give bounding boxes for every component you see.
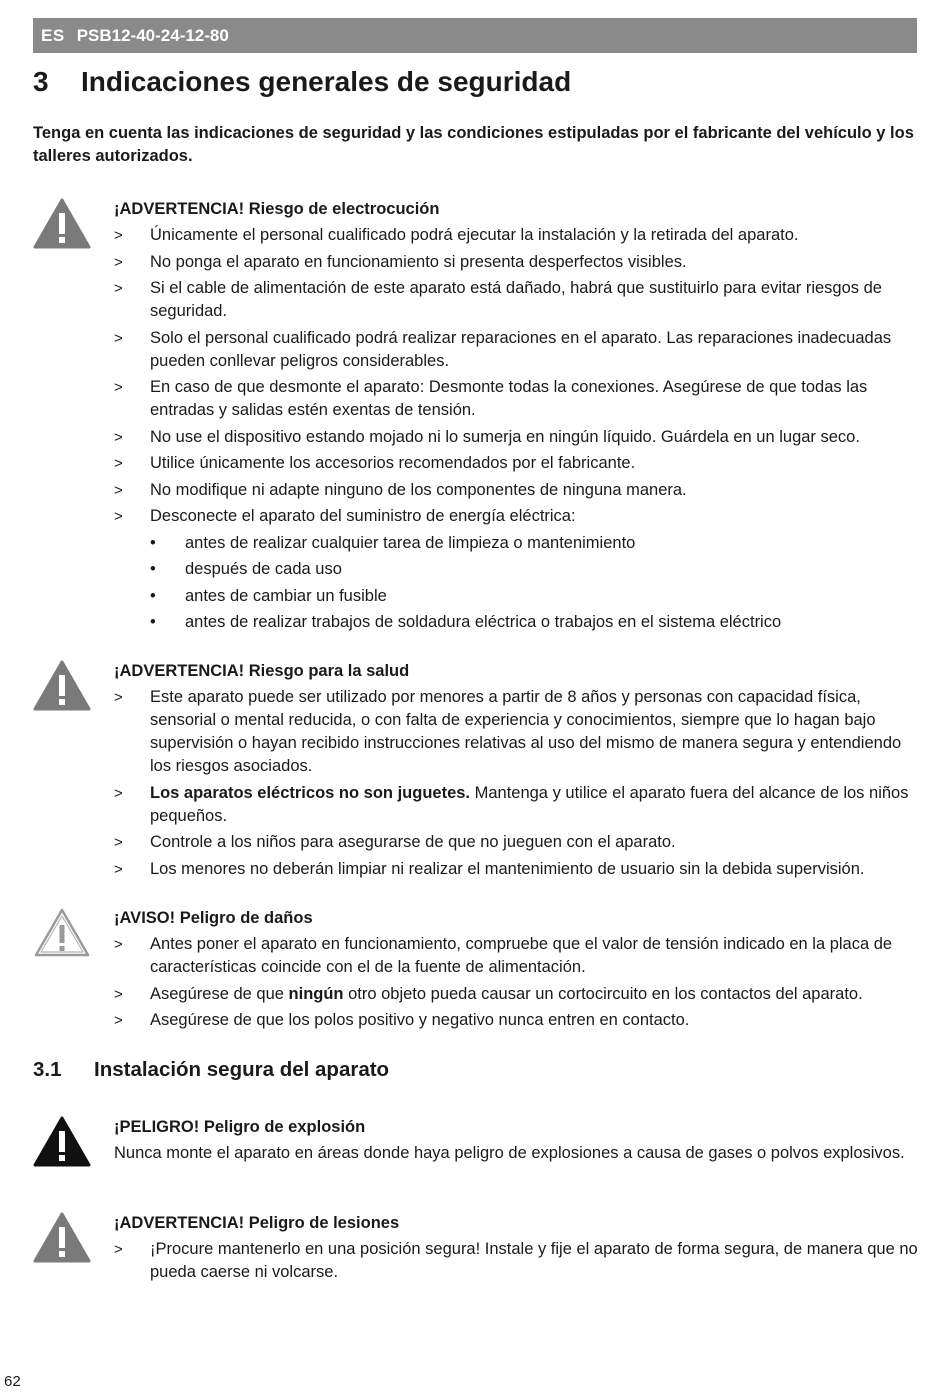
bullet-icon: •: [150, 560, 156, 578]
arrow-icon: >: [114, 481, 123, 499]
block-title: ¡ADVERTENCIA! Peligro de lesiones: [114, 1214, 400, 1232]
list-item: > Este aparato puede ser utilizado por menores a partir de 8 años y personas con capacidad física, sensorial o mental reducida, o con falta de experiencia y conocimientos, siempre que lo hagan bajo supervisión o hayan recibido instrucciones relativas al uso del mismo de manera segura y entendiendo los riesgos asociados.: [114, 688, 902, 775]
arrow-icon: >: [114, 253, 123, 271]
list-item: > Los aparatos eléctricos no son juguetes. Mantenga y utilice el aparato fuera del alcance de los niños pequeños.: [114, 783, 909, 825]
arrow-icon: >: [114, 280, 123, 297]
warning-triangle-black-icon: [33, 1116, 91, 1168]
arrow-icon: >: [114, 1012, 123, 1029]
list-item: > En caso de que desmonte el aparato: Desmonte todas la conexiones. Asegúrese de que todas las entradas y salidas estén exentas de tensión.: [114, 378, 868, 419]
arrow-icon: >: [114, 508, 123, 525]
list-item: > Los menores no deberán limpiar ni realizar el mantenimiento de usuario sin la debida supervisión.: [114, 858, 918, 881]
sub-list-item: • antes de realizar cualquier tarea de limpieza o mantenimiento: [114, 532, 918, 555]
block-title: ¡AVISO! Peligro de daños: [114, 909, 313, 927]
arrow-icon: >: [114, 689, 123, 706]
page-number: 62: [4, 1373, 21, 1390]
bullet-icon: •: [150, 533, 156, 552]
list-item: > Asegúrese de que los polos positivo y negativo nunca entren en contacto.: [114, 1009, 918, 1032]
arrow-icon: >: [114, 455, 123, 472]
list-item: > Solo el personal cualificado podrá realizar reparaciones en el aparato. Las reparaciones inadecuadas pueden conllevar peligros considerables.: [114, 328, 892, 370]
list-item: > Desconecte el aparato del suministro de energía eléctrica:: [114, 505, 918, 528]
list-item: > Únicamente el personal cualificado podrá ejecutar la instalación y la retirada del aparato.: [114, 224, 918, 247]
block-title: ¡ADVERTENCIA! Riesgo para la salud: [114, 662, 410, 680]
section-title: Instalación segura del aparato: [94, 1058, 390, 1081]
section-heading: [33, 1058, 389, 1082]
list-item: > Asegúrese de que ningún otro objeto pueda causar un cortocircuito en los contactos del aparato.: [114, 983, 918, 1006]
arrow-icon: >: [114, 936, 123, 953]
section-number: 3.1: [33, 1058, 62, 1081]
warning-triangle-icon: [33, 198, 91, 250]
chapter-heading: [33, 66, 571, 98]
warning-triangle-outline-icon: [33, 907, 91, 959]
list-item: > Antes poner el aparato en funcionamiento, compruebe que el valor de tensión indicado en la placa de características coincide con el de la fuente de alimentación.: [114, 935, 893, 976]
block-paragraph: Nunca monte el aparato en áreas donde haya peligro de explosiones a causa de gases o polvos explosivos.: [114, 1144, 905, 1162]
chapter-number: 3: [33, 66, 49, 97]
language-code: ES: [41, 25, 65, 45]
list-item: > No ponga el aparato en funcionamiento si presenta desperfectos visibles.: [114, 251, 918, 274]
block-title: ¡PELIGRO! Peligro de explosión: [114, 1118, 366, 1136]
arrow-icon: >: [114, 1241, 123, 1258]
warning-triangle-icon: [33, 660, 91, 712]
arrow-icon: >: [114, 784, 123, 802]
arrow-icon: >: [114, 860, 123, 878]
arrow-icon: >: [114, 329, 123, 347]
arrow-icon: >: [114, 985, 123, 1003]
block-title: ¡ADVERTENCIA! Riesgo de electrocución: [114, 200, 440, 218]
chapter-title: Indicaciones generales de seguridad: [81, 66, 572, 97]
bullet-icon: •: [150, 586, 156, 605]
list-item: > Controle a los niños para asegurarse de que no jueguen con el aparato.: [114, 831, 918, 854]
arrow-icon: >: [114, 428, 123, 446]
arrow-icon: >: [114, 834, 123, 851]
intro-paragraph: Tenga en cuenta las indicaciones de seguridad y las condiciones estipuladas por el fabricante del vehículo y los talleres autorizados.: [33, 124, 914, 165]
list-item: > Utilice únicamente los accesorios recomendados por el fabricante.: [114, 452, 918, 475]
list-item: > Si el cable de alimentación de este aparato está dañado, habrá que sustituirlo para evitar riesgos de seguridad.: [114, 279, 882, 320]
list-item: > No modifique ni adapte ninguno de los componentes de ninguna manera.: [114, 479, 918, 502]
warning-triangle-icon: [33, 1212, 91, 1264]
list-item: > No use el dispositivo estando mojado ni lo sumerja en ningún líquido. Guárdela en un lugar seco.: [114, 426, 918, 449]
arrow-icon: >: [114, 227, 123, 244]
sub-list-item: • antes de cambiar un fusible: [114, 585, 918, 608]
model-number: PSB12-40-24-12-80: [76, 25, 229, 45]
arrow-icon: >: [114, 379, 123, 396]
sub-list-item: • después de cada uso: [114, 558, 918, 581]
bullet-icon: •: [150, 613, 156, 631]
sub-list-item: • antes de realizar trabajos de soldadura eléctrica o trabajos en el sistema eléctrico: [114, 611, 918, 634]
document-header-bar: [33, 18, 917, 53]
list-item: > ¡Procure mantenerlo en una posición segura! Instale y fije el aparato de forma segura, de manera que no pueda caerse ni volcarse.: [114, 1240, 918, 1281]
